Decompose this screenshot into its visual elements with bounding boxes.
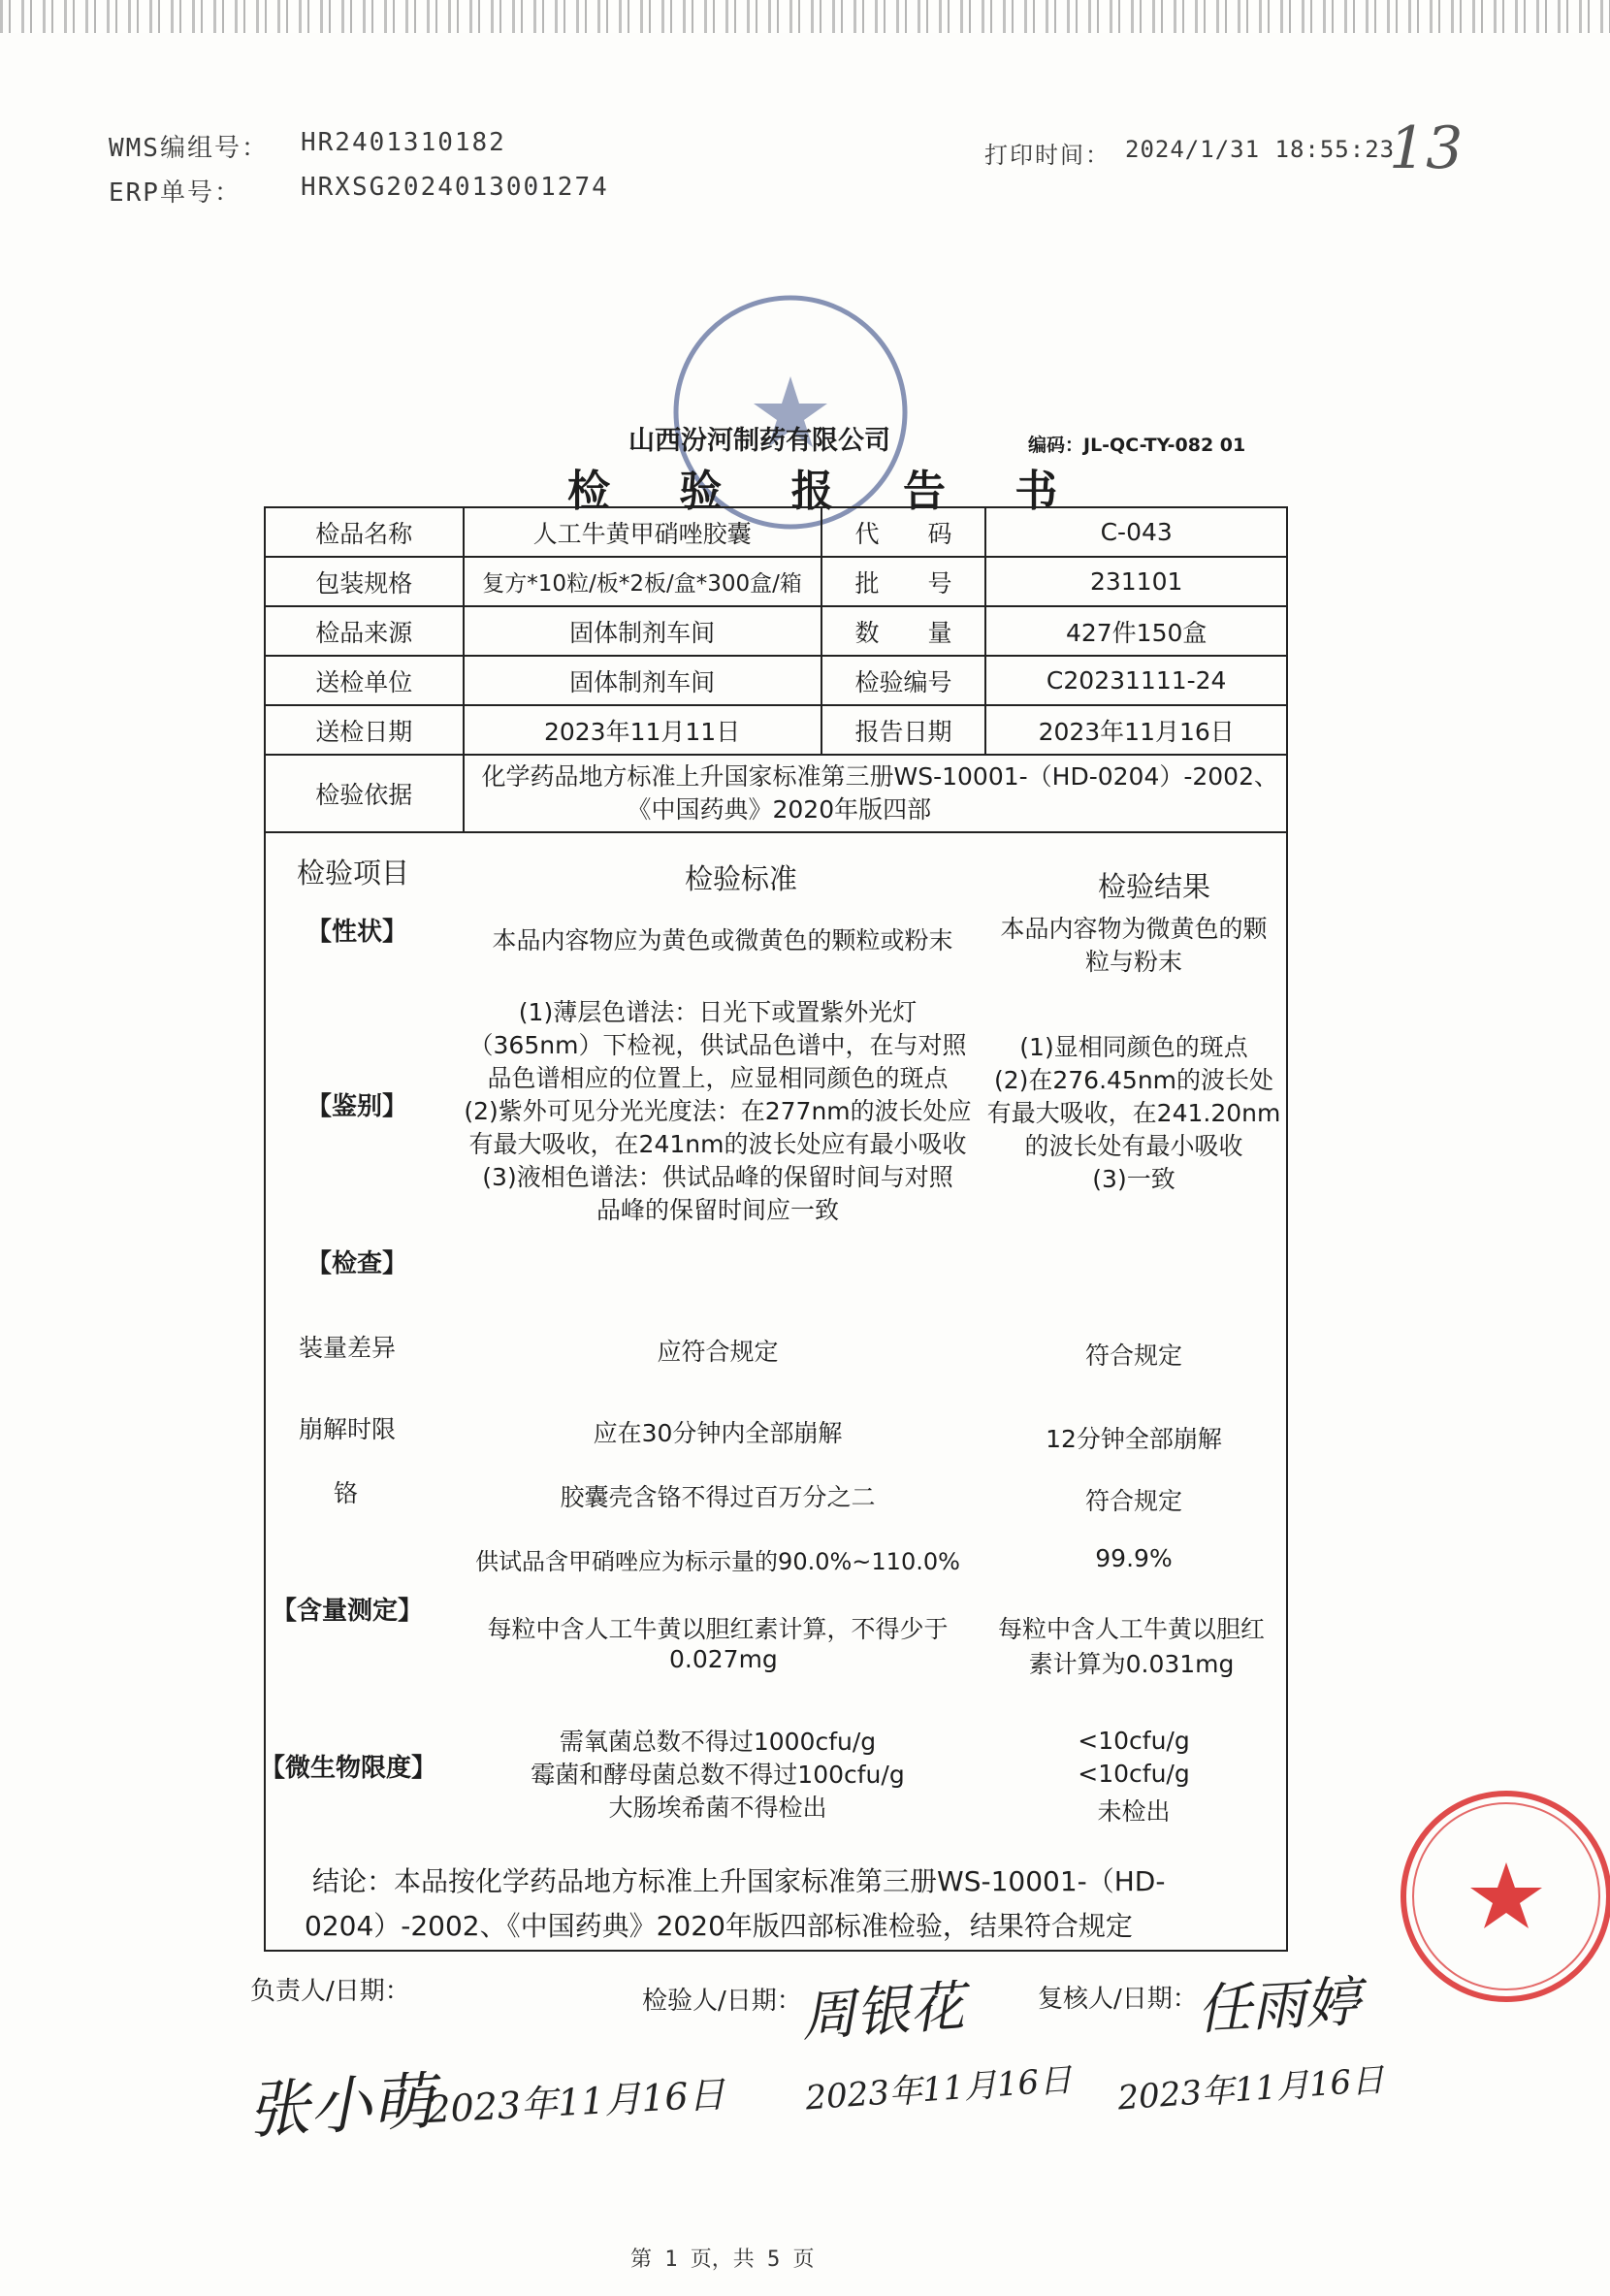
res-zhuangliang: 符合规定 (1084, 1342, 1182, 1370)
res-xingzhuang-2: 粒与粉末 (1084, 948, 1182, 976)
std-xingzhuang: 本品内容物应为黄色或微黄色的颗粒或粉末 (492, 926, 953, 954)
res-weishengwu-3: 未检出 (1097, 1797, 1171, 1826)
item-jianbie: 【鉴别】 (306, 1092, 408, 1121)
std-ge: 胶囊壳含铬不得过百万分之二 (560, 1483, 876, 1511)
name-value: 人工牛黄甲硝唑胶囊 (464, 507, 821, 557)
spec-value: 复方*10粒/板*2板/盒*300盒/箱 (464, 557, 821, 606)
code-label: 代 码 (821, 507, 986, 557)
std-weishengwu-2: 霉菌和酵母菌总数不得过100cfu/g (531, 1761, 905, 1789)
conclusion-line-1: 结论：本品按化学药品地方标准上升国家标准第三册WS-10001-（HD- (312, 1865, 1166, 1897)
res-weishengwu-1: <10cfu/g (1078, 1727, 1190, 1755)
name-label: 检品名称 (265, 507, 464, 557)
quality-seal-red (1395, 1785, 1610, 2008)
inspector-label: 检验人/日期： (642, 1987, 802, 2016)
insp-no-label: 检验编号 (821, 656, 986, 705)
res-ge: 符合规定 (1084, 1487, 1182, 1515)
std-jianbie-6: (3)液相色谱法：供试品峰的保留时间与对照 (482, 1163, 953, 1191)
unit-label: 送检单位 (265, 656, 464, 705)
res-jianbie-2: (2)在276.45nm的波长处 (993, 1066, 1274, 1094)
res-jianbie-3: 有最大吸收，在241.20nm (986, 1099, 1281, 1127)
res-jianbie-5: (3)一致 (1092, 1165, 1175, 1193)
qty-label: 数 量 (821, 606, 986, 656)
std-weishengwu-1: 需氧菌总数不得过1000cfu/g (559, 1728, 877, 1756)
res-hanliang-1: 99.9% (1095, 1544, 1173, 1572)
res-weishengwu-2: <10cfu/g (1078, 1760, 1190, 1788)
reviewer-label: 复核人/日期： (1038, 1985, 1198, 2014)
std-hanliang-1: 供试品含甲硝唑应为标示量的90.0%~110.0% (475, 1548, 960, 1575)
std-jianbie-7: 品峰的保留时间应一致 (596, 1196, 839, 1224)
basis-line-1: 化学药品地方标准上升国家标准第三册WS-10001-（HD-0204）-2002、 (481, 762, 1278, 791)
res-bengjie: 12分钟全部崩解 (1046, 1425, 1222, 1453)
col-item: 检验项目 (297, 857, 410, 889)
reviewer-signature: 任雨婷 (1195, 1970, 1362, 2043)
basis-label: 检验依据 (265, 755, 464, 832)
wms-value: HR2401310182 (301, 128, 506, 157)
report-date-label: 报告日期 (821, 705, 986, 755)
std-weishengwu-3: 大肠埃希菌不得检出 (608, 1794, 827, 1822)
unit-value: 固体制剂车间 (464, 656, 821, 705)
col-result: 检验结果 (1098, 870, 1211, 903)
item-xingzhuang: 【性状】 (306, 918, 408, 947)
page-title: 检 验 报 告 书 (567, 467, 1085, 516)
company-name: 山西汾河制药有限公司 (628, 426, 890, 456)
basis-line-2: 《中国药典》2020年版四部 (627, 795, 932, 824)
res-hanliang-2b: 素计算为0.031mg (1028, 1650, 1235, 1678)
item-bengjie: 崩解时限 (299, 1415, 397, 1443)
responsible-label: 负责人/日期： (250, 1977, 410, 2006)
spec-label: 包装规格 (265, 557, 464, 606)
std-jianbie-4: (2)紫外可见分光光度法：在277nm的波长处应 (464, 1097, 972, 1125)
send-date-label: 送检日期 (265, 705, 464, 755)
page-footer: 第 1 页，共 5 页 (630, 2247, 815, 2272)
item-zhuangliang: 装量差异 (299, 1334, 397, 1362)
item-ge: 铬 (334, 1479, 359, 1507)
inspector-signature: 周银花 (799, 1975, 967, 2050)
res-xingzhuang-1: 本品内容物为微黄色的颗 (1000, 915, 1268, 943)
wms-label: WMS编组号： (109, 134, 269, 163)
std-hanliang-2a: 每粒中含人工牛黄以胆红素计算，不得少于 (487, 1615, 949, 1643)
col-standard: 检验标准 (685, 862, 798, 895)
batch-value: 231101 (985, 557, 1287, 606)
source-value: 固体制剂车间 (464, 606, 821, 656)
code-value: C-043 (985, 507, 1287, 557)
res-jianbie-4: 的波长处有最小吸收 (1024, 1132, 1243, 1160)
page-mark: 13 (1389, 114, 1464, 182)
res-hanliang-2a: 每粒中含人工牛黄以胆红 (997, 1615, 1265, 1643)
std-jianbie-2: （365nm）下检视，供试品色谱中，在与对照 (468, 1031, 967, 1059)
std-zhuangliang: 应符合规定 (657, 1338, 779, 1366)
responsible-date: 2023年11月16日 (426, 2072, 726, 2132)
responsible-signature: 张小萌 (245, 2066, 436, 2148)
qty-value: 427件150盒 (985, 606, 1287, 656)
std-jianbie-5: 有最大吸收，在241nm的波长处应有最小吸收 (468, 1130, 967, 1158)
item-hanliang: 【含量测定】 (272, 1597, 424, 1626)
item-weishengwu: 【微生物限度】 (260, 1754, 437, 1783)
erp-label: ERP单号： (109, 178, 242, 208)
std-bengjie: 应在30分钟内全部崩解 (593, 1419, 843, 1447)
std-hanliang-2b: 0.027mg (669, 1645, 778, 1673)
batch-label: 批 号 (821, 557, 986, 606)
std-jianbie-1: (1)薄层色谱法：日光下或置紫外光灯 (518, 998, 918, 1026)
reviewer-date: 2023年11月16日 (1116, 2060, 1386, 2118)
print-time-label: 打印时间： (984, 142, 1111, 169)
send-date-value: 2023年11月11日 (464, 705, 821, 755)
scan-edge (0, 0, 1610, 33)
std-jianbie-3: 品色谱相应的位置上，应显相同颜色的斑点 (487, 1064, 949, 1092)
conclusion-line-2: 0204）-2002、《中国药典》2020年版四部标准检验，结果符合规定 (305, 1910, 1133, 1942)
report-date-value: 2023年11月16日 (985, 705, 1287, 755)
insp-no-value: C20231111-24 (985, 656, 1287, 705)
print-time-value: 2024/1/31 18:55:23 (1125, 136, 1396, 163)
item-jiancha: 【检查】 (306, 1249, 408, 1278)
doc-code: 编码：JL-QC-TY-082 01 (1028, 435, 1246, 456)
source-label: 检品来源 (265, 606, 464, 656)
inspector-date: 2023年11月16日 (804, 2060, 1074, 2118)
res-jianbie-1: (1)显相同颜色的斑点 (1019, 1033, 1248, 1061)
erp-value: HRXSG2024013001274 (301, 173, 609, 202)
